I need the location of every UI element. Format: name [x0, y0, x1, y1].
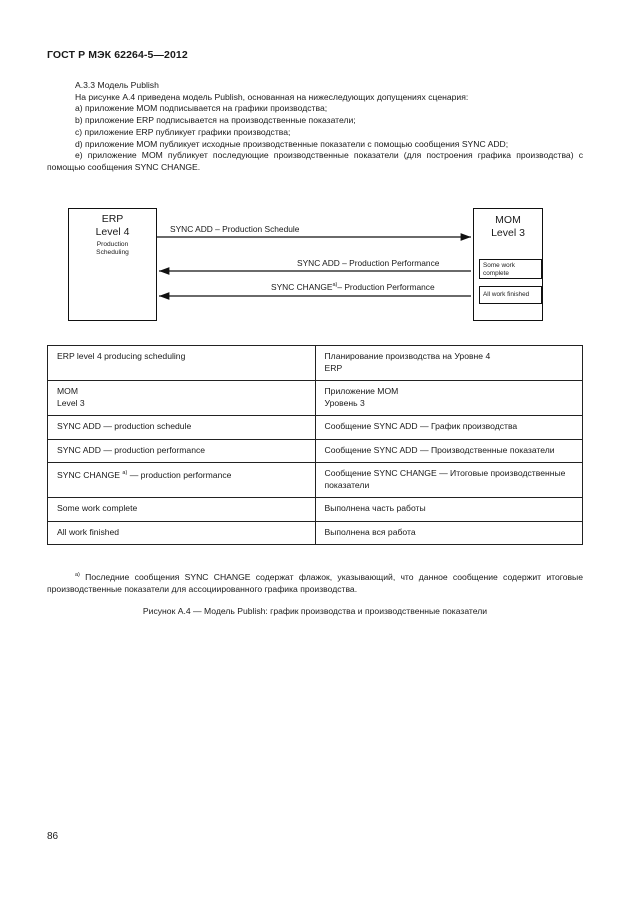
- table-cell-ru: [315, 381, 583, 416]
- arrow-1-label: SYNC ADD – Production Schedule: [170, 224, 300, 234]
- table-cell-en: Some work complete: [48, 498, 316, 522]
- footnote-marker: а): [75, 572, 80, 578]
- list-item: d) приложение МОМ публикует исходные производственные показатели с помощью сообщения SYNC ADD;: [75, 138, 509, 149]
- table-cell-ru: Сообщение SYNC ADD — График производства: [315, 416, 583, 440]
- list-item: c) приложение ERP публикует графики производства;: [75, 126, 291, 137]
- glossary-table: [47, 345, 583, 545]
- list-item: a) приложение МОМ подписывается на графики производства;: [75, 103, 328, 114]
- table-cell-en: All work finished: [48, 521, 316, 545]
- table-row: [48, 416, 583, 440]
- arrow-3-label: [271, 282, 435, 292]
- table-cell-text: SYNC CHANGE: [57, 469, 121, 480]
- erp-sub-1: Production: [96, 241, 129, 248]
- list-item: е) приложение МОМ публикует последующие производственные показатели (для построения графика производства) с помощью сообщения SYNC CHANGE.: [47, 150, 583, 172]
- footnote-ref: а): [122, 470, 128, 476]
- erp-sub-2: Scheduling: [96, 249, 129, 256]
- table-cell-line: Level 3: [57, 397, 85, 408]
- table-row: [48, 521, 583, 545]
- table-cell-ru: Выполнена вся работа: [315, 521, 583, 545]
- table-cell-ru: Выполнена часть работы: [315, 498, 583, 522]
- table-cell-line: Приложение МОМ: [324, 386, 399, 396]
- erp-title: ERP: [101, 213, 124, 225]
- section-title: А.3.3 Модель Publish: [75, 80, 159, 90]
- mom-state-some-work: Some work complete: [479, 259, 542, 279]
- table-cell-en: SYNC ADD — production schedule: [48, 416, 316, 440]
- table-row: [48, 463, 583, 498]
- figure-footnote: [47, 570, 583, 595]
- table-cell-line: Уровень 3: [324, 397, 365, 408]
- footnote-text: Последние сообщения SYNC CHANGE содержат флажок, указывающий, что данное сообщение содержит итоговые производственные показатели для ассоциированного графика производства.: [47, 571, 583, 594]
- arrow-2-label: SYNC ADD – Production Performance: [297, 258, 440, 268]
- table-cell-en: [48, 463, 316, 498]
- mom-level: Level 3: [491, 227, 525, 239]
- arrow-3-label-main: SYNC CHANGE: [271, 282, 333, 292]
- table-cell-en: SYNC ADD — production performance: [48, 439, 316, 463]
- table-cell-ru: [315, 346, 583, 381]
- erp-level: Level 4: [95, 226, 130, 238]
- list-item: b) приложение ERP подписывается на производственные показатели;: [75, 115, 356, 126]
- page-number: 86: [47, 831, 59, 842]
- table-row: [48, 498, 583, 522]
- table-cell-ru: Сообщение SYNC CHANGE — Итоговые производственные показатели: [315, 463, 583, 498]
- figure-caption: Рисунок А.4 — Модель Publish: график производства и производственные показатели: [142, 606, 488, 616]
- table-cell-line: MOM: [57, 386, 79, 396]
- table-row: [48, 346, 583, 381]
- table-cell-en: [48, 381, 316, 416]
- table-cell-en: ERP level 4 producing scheduling: [48, 346, 316, 381]
- mom-state-all-work: All work finished: [479, 286, 542, 304]
- table-cell-ru: Сообщение SYNC ADD — Производственные показатели: [315, 439, 583, 463]
- arrow-3-label-tail: – Production Performance: [337, 282, 435, 292]
- sequence-diagram: [47, 198, 587, 328]
- table-cell-line: Планирование производства на Уровне 4: [324, 351, 491, 361]
- intro-paragraph: На рисунке А.4 приведена модель Publish, основанная на нижеследующих допущениях сценария:: [75, 91, 469, 102]
- document-header: ГОСТ Р МЭК 62264-5—2012: [47, 49, 188, 61]
- table-row: [48, 439, 583, 463]
- table-cell-text: — production performance: [129, 469, 232, 480]
- mom-title: MOM: [495, 214, 521, 226]
- arrow-3-footnote-ref: a): [332, 282, 338, 289]
- table-cell-line: ERP: [324, 362, 343, 373]
- table-row: [48, 381, 583, 416]
- section-body: [47, 80, 583, 174]
